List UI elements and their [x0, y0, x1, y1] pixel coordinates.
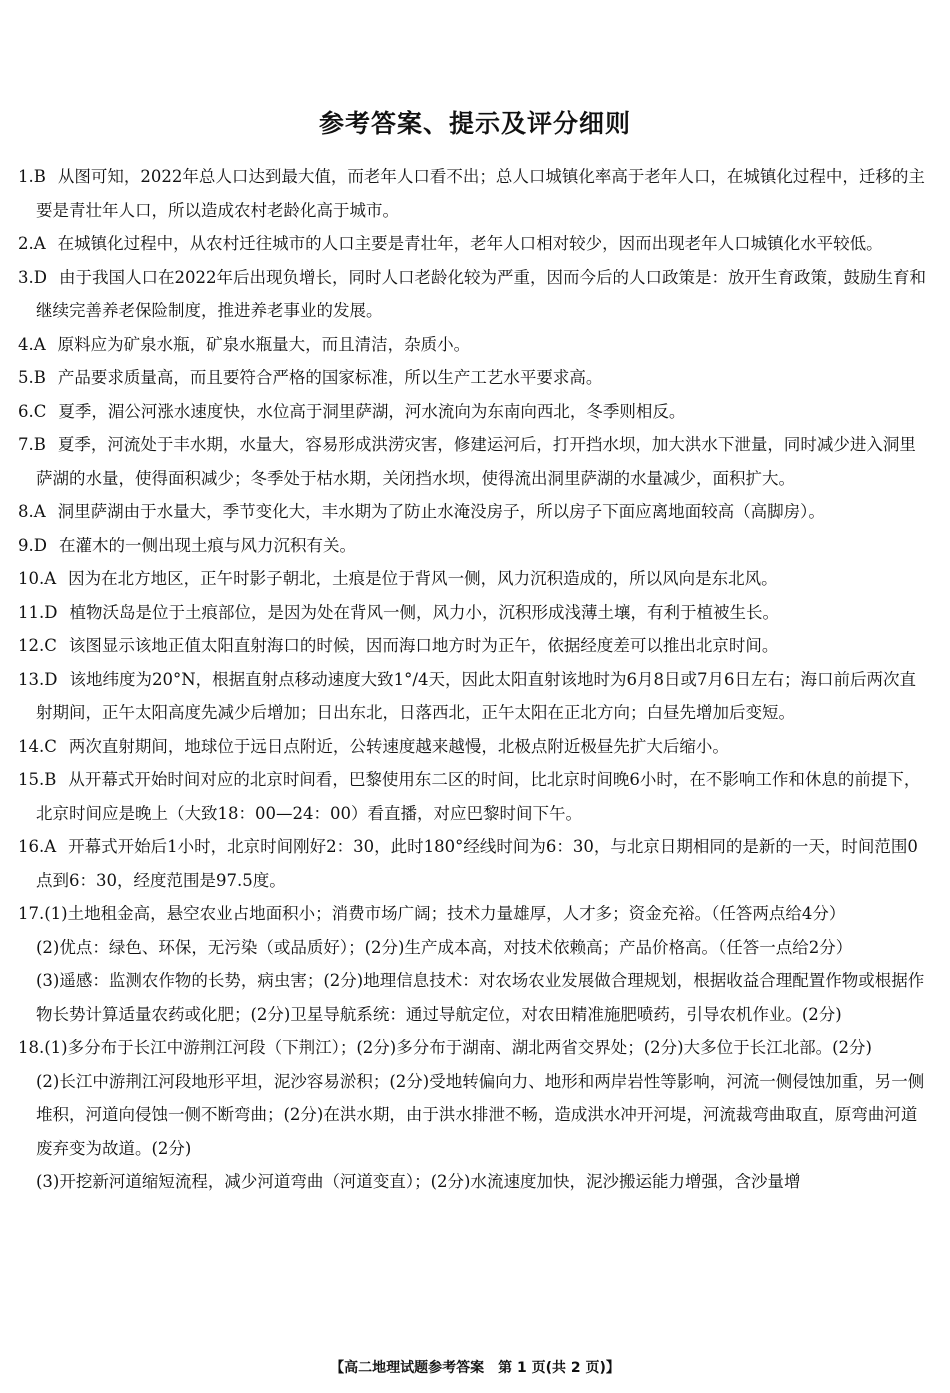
answer-number: 15.B [18, 770, 57, 789]
answer-explanation: 从图可知，2022年总人口达到最大值，而老年人口看不出；总人口城镇化率高于老年人口，在城镇化过程中，迁移的主要是青壮年人口，所以造成农村老龄化高于城市。 [36, 167, 925, 220]
page-title: 参考答案、提示及评分细则 [318, 109, 631, 138]
question-18-part-3: (3)开挖新河道缩短流程，减少河道弯曲（河道变直）；(2分)水流速度加快，泥沙搬运能力增强，含沙量增 [36, 1172, 801, 1191]
answer-item [18, 160, 932, 227]
question-17-part-1: (1)土地租金高，悬空农业占地面积小；消费市场广阔；技术力量雄厚，人才多；资金充裕。（任答两点给4分） [44, 904, 846, 923]
answer-explanation: 原料应为矿泉水瓶，矿泉水瓶量大，而且清洁，杂质小。 [57, 334, 471, 354]
answer-number: 14.C [18, 736, 57, 756]
question-17-part-3: (3)遥感：监测农作物的长势，病虫害；(2分)地理信息技术：对农场农业发展做合理规划，根据收益合理配置作物或根据作物长势计算适量农药或化肥；(2分)卫星导航系统：通过导航定位，对农田精准施肥喷药，引导农机作业。(2分) [36, 971, 925, 1024]
answer-explanation: 从开幕式开始时间对应的北京时间看，巴黎使用东二区的时间，比北京时间晚6小时，在不影响工作和休息的前提下，北京时间应是晚上（大致18：00—24：00）看直播，对应巴黎时间下午。 [36, 770, 921, 823]
question-18-part-2: (2)长江中游荆江河段地形平坦，泥沙容易淤积；(2分)受地转偏向力、地形和两岸岩性等影响，河流一侧侵蚀加重，另一侧堆积，河道向侵蚀一侧不断弯曲；(2分)在洪水期，由于洪水排泄不畅，造成洪水冲开河堤，河流裁弯曲取直，原弯曲河道废弃变为故道。(2分) [36, 1071, 925, 1158]
question-18 [18, 1031, 932, 1199]
answer-number: 16.A [18, 837, 57, 856]
answer-number: 7.B [18, 435, 46, 454]
answer-item [18, 328, 932, 362]
answer-number: 13.D [18, 669, 58, 689]
answer-item [18, 629, 932, 663]
answer-item [18, 529, 932, 563]
answer-number: 8.A [18, 502, 46, 521]
answer-explanation: 因为在北方地区，正午时影子朝北，土痕是位于背风一侧，风力沉积造成的，所以风向是东北风。 [68, 569, 778, 588]
answer-number: 6.C [18, 401, 47, 421]
answer-item [18, 830, 932, 897]
answer-number: 1.B [18, 167, 46, 186]
answer-explanation: 在城镇化过程中，从农村迁往城市的人口主要是青壮年，老年人口相对较少，因而出现老年人口城镇化水平较低。 [57, 234, 883, 253]
question-17 [18, 897, 932, 1031]
answer-item [18, 428, 932, 495]
answer-item [18, 495, 932, 529]
answer-item [18, 763, 932, 830]
answer-list [18, 160, 932, 1199]
answer-explanation: 由于我国人口在2022年后出现负增长，同时人口老龄化较为严重，因而今后的人口政策是：放开生育政策，鼓励生育和继续完善养老保险制度，推进养老事业的发展。 [36, 267, 926, 320]
page-footer: 【高二地理试题参考答案 第 1 页(共 2 页)】 [330, 1360, 620, 1376]
answer-number: 5.B [18, 368, 46, 387]
answer-item [18, 361, 932, 395]
question-18-number: 18. [18, 1038, 45, 1057]
answer-item [18, 395, 932, 429]
answer-explanation: 该图显示该地正值太阳直射海口的时候，因而海口地方时为正午，依据经度差可以推出北京时间。 [68, 636, 779, 655]
question-18-part-1: (1)多分布于长江中游荆江河段（下荆江）；(2分)多分布于湖南、湖北两省交界处；(2分)大多位于长江北部。(2分) [44, 1038, 872, 1057]
answer-item [18, 261, 932, 328]
answer-item [18, 562, 932, 596]
answer-explanation: 夏季，河流处于丰水期，水量大，容易形成洪涝灾害，修建运河后，打开挡水坝，加大洪水下泄量，同时减少进入洞里萨湖的水量，使得面积减少；冬季处于枯水期，关闭挡水坝，使得流出洞里萨湖的水量减少，面积扩大。 [36, 435, 916, 488]
answer-number: 10.A [18, 569, 57, 588]
answer-number: 11.D [18, 602, 58, 622]
answer-number: 12.C [18, 636, 57, 655]
answer-explanation: 植物沃岛是位于土痕部位，是因为处在背风一侧，风力小，沉积形成浅薄土壤，有利于植被生长。 [69, 602, 779, 622]
question-17-number: 17. [18, 904, 45, 923]
answer-number: 4.A [18, 334, 46, 354]
answer-number: 2.A [18, 234, 46, 253]
answer-item [18, 663, 932, 730]
answer-explanation: 产品要求质量高，而且要符合严格的国家标准，所以生产工艺水平要求高。 [57, 368, 603, 387]
answer-explanation: 该地纬度为20°N，根据直射点移动速度大致1°/4天，因此太阳直射该地时为6月8日或7月6日左右；海口前后两次直射期间，正午太阳高度先减少后增加；日出东北，日落西北，正午太阳在正北方向；白昼先增加后变短。 [36, 669, 916, 722]
answer-number: 9.D [18, 535, 47, 555]
answer-explanation: 开幕式开始后1小时，北京时间刚好2：30，此时180°经线时间为6：30，与北京日期相同的是新的一天，时间范围0点到6：30，经度范围是97.5度。 [36, 837, 918, 890]
answer-explanation: 两次直射期间，地球位于远日点附近，公转速度越来越慢，北极点附近极昼先扩大后缩小。 [68, 736, 729, 756]
answer-item [18, 227, 932, 261]
answer-item [18, 730, 932, 764]
answer-explanation: 在灌木的一侧出现土痕与风力沉积有关。 [58, 535, 356, 555]
answer-explanation: 洞里萨湖由于水量大，季节变化大，丰水期为了防止水淹没房子，所以房子下面应离地面较高（高脚房）。 [57, 502, 825, 521]
question-17-part-2: (2)优点：绿色、环保，无污染（或品质好）；(2分)生产成本高，对技术依赖高；产品价格高。（任答一点给2分） [36, 937, 853, 957]
answer-item [18, 596, 932, 630]
answer-number: 3.D [18, 267, 47, 287]
answer-explanation: 夏季，湄公河涨水速度快，水位高于洞里萨湖，河水流向为东南向西北，冬季则相反。 [58, 401, 686, 421]
